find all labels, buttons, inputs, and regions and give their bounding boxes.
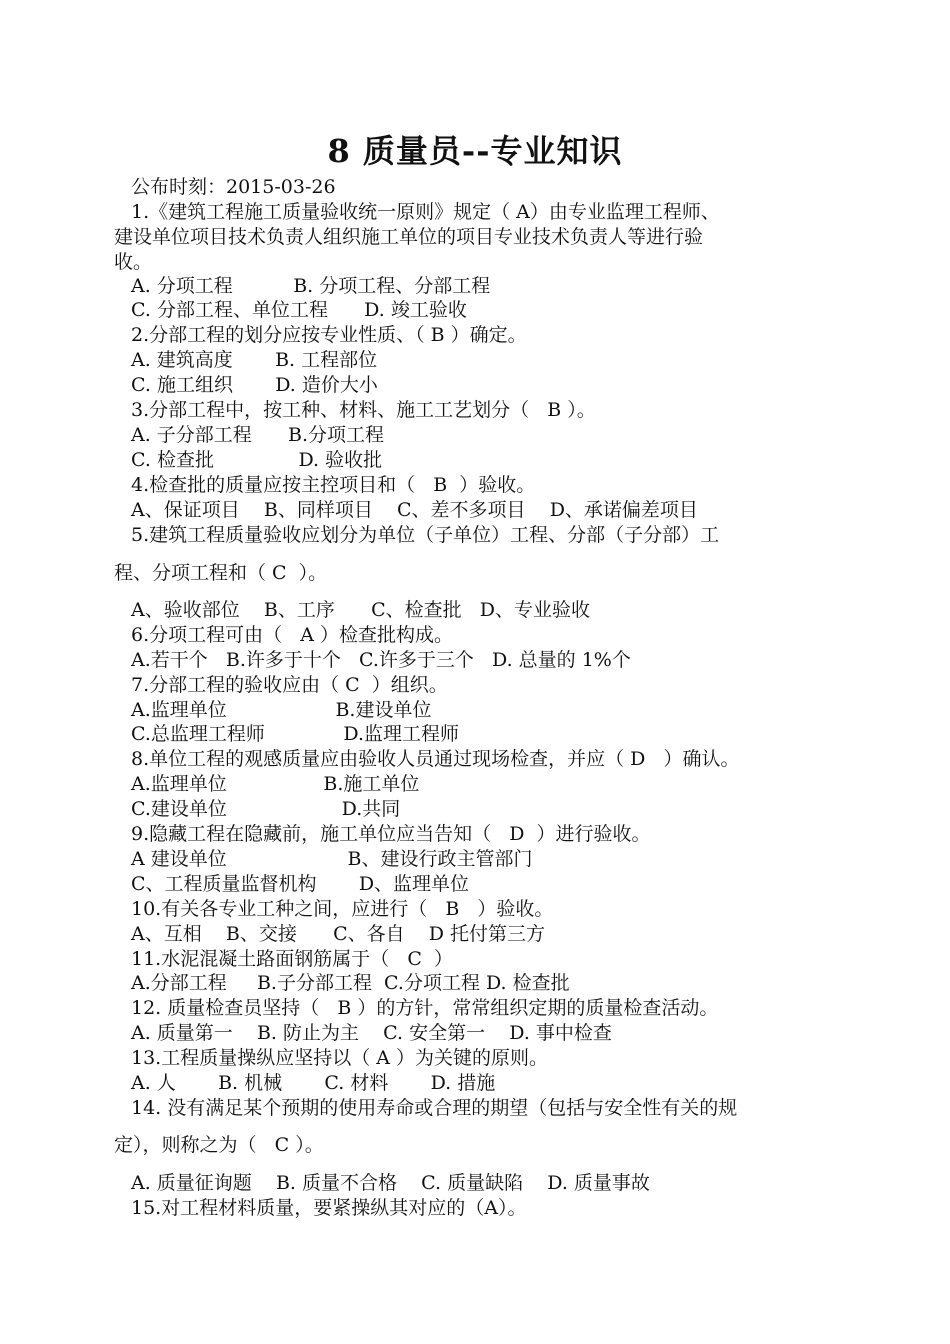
question-3: 3.分部工程中，按工种、材料、施工工艺划分（ B ）。 [131, 399, 596, 421]
question-1-line-2: 建设单位项目技术负责人组织施工单位的项目专业技术负责人等进行验 [114, 226, 704, 248]
question-11-options: A.分部工程 B.子分部工程 C.分项工程 D. 检查批 [131, 972, 570, 994]
question-10: 10.有关各专业工种之间，应进行（ B ）验收。 [131, 898, 554, 920]
question-1-options-ab: A. 分项工程 B. 分项工程、分部工程 [131, 275, 491, 297]
question-15: 15.对工程材料质量，要紧操纵其对应的（A）。 [131, 1197, 527, 1219]
question-6-options: A.若干个 B.许多于十个 C.许多于三个 D. 总量的 1%个 [131, 649, 631, 671]
question-2: 2.分部工程的划分应按专业性质、（ B ）确定。 [131, 324, 527, 346]
question-2-options-cd: C. 施工组织 D. 造价大小 [131, 374, 378, 396]
publish-date-line: 公布时刻：2015-03-26 [131, 176, 336, 198]
question-5-line-1: 5.建筑工程质量验收应划分为单位（子单位）工程、分部（子分部）工 [131, 524, 720, 546]
question-3-options-ab: A. 子分部工程 B.分项工程 [131, 424, 385, 446]
question-7-options-ab: A.监理单位 B.建设单位 [131, 699, 432, 721]
question-8: 8.单位工程的观感质量应由验收人员通过现场检查，并应（ D ）确认。 [131, 748, 740, 770]
question-8-options-ab: A.监理单位 B.施工单位 [131, 773, 420, 795]
question-8-options-cd: C.建设单位 D.共同 [131, 798, 401, 820]
question-9-options-cd: C、工程质量监督机构 D、监理单位 [131, 873, 470, 895]
question-5-line-2: 程、分项工程和（ C ）。 [114, 562, 328, 584]
question-4-options: A、保证项目 B、同样项目 C、差不多项目 D、承诺偏差项目 [131, 499, 698, 521]
question-12: 12. 质量检查员坚持（ B ）的方针，常常组织定期的质量检查活动。 [131, 997, 719, 1019]
question-5-options: A、验收部位 B、工序 C、检查批 D、专业验收 [131, 599, 590, 621]
question-10-options: A、互相 B、交接 C、各自 D 托付第三方 [131, 923, 546, 945]
question-14-options: A. 质量征询题 B. 质量不合格 C. 质量缺陷 D. 质量事故 [131, 1172, 650, 1194]
question-6: 6.分项工程可由（ A ）检查批构成。 [131, 624, 454, 646]
question-1-options-cd: C. 分部工程、单位工程 D. 竣工验收 [131, 299, 467, 321]
question-12-options: A. 质量第一 B. 防止为主 C. 安全第一 D. 事中检查 [131, 1022, 612, 1044]
question-7: 7.分部工程的验收应由（ C ）组织。 [131, 674, 448, 696]
question-14-line-2: 定），则称之为（ C ）。 [114, 1134, 324, 1156]
question-4: 4.检查批的质量应按主控项目和（ B ）验收。 [131, 474, 536, 496]
question-9: 9.隐藏工程在隐藏前，施工单位应当告知（ D ）进行验收。 [131, 823, 651, 845]
question-7-options-cd: C.总监理工程师 D.监理工程师 [131, 723, 460, 745]
question-13: 13.工程质量操纵应坚持以（ A ）为关键的原则。 [131, 1047, 549, 1069]
question-2-options-ab: A. 建筑高度 B. 工程部位 [131, 349, 378, 371]
question-14-line-1: 14. 没有满足某个预期的使用寿命或合理的期望（包括与安全性有关的规 [131, 1097, 738, 1119]
question-3-options-cd: C. 检查批 D. 验收批 [131, 449, 383, 471]
question-1-line-3: 收。 [114, 251, 153, 273]
document-title: 8 质量员--专业知识 [327, 132, 623, 170]
question-1-line-1: 1.《建筑工程施工质量验收统一原则》规定（ A）由专业监理工程师、 [131, 201, 720, 223]
question-9-options-ab: A 建设单位 B、建设行政主管部门 [131, 848, 533, 870]
question-11: 11.水泥混凝土路面钢筋属于（ C ） [131, 948, 453, 970]
question-13-options: A. 人 B. 机械 C. 材料 D. 措施 [131, 1072, 496, 1094]
